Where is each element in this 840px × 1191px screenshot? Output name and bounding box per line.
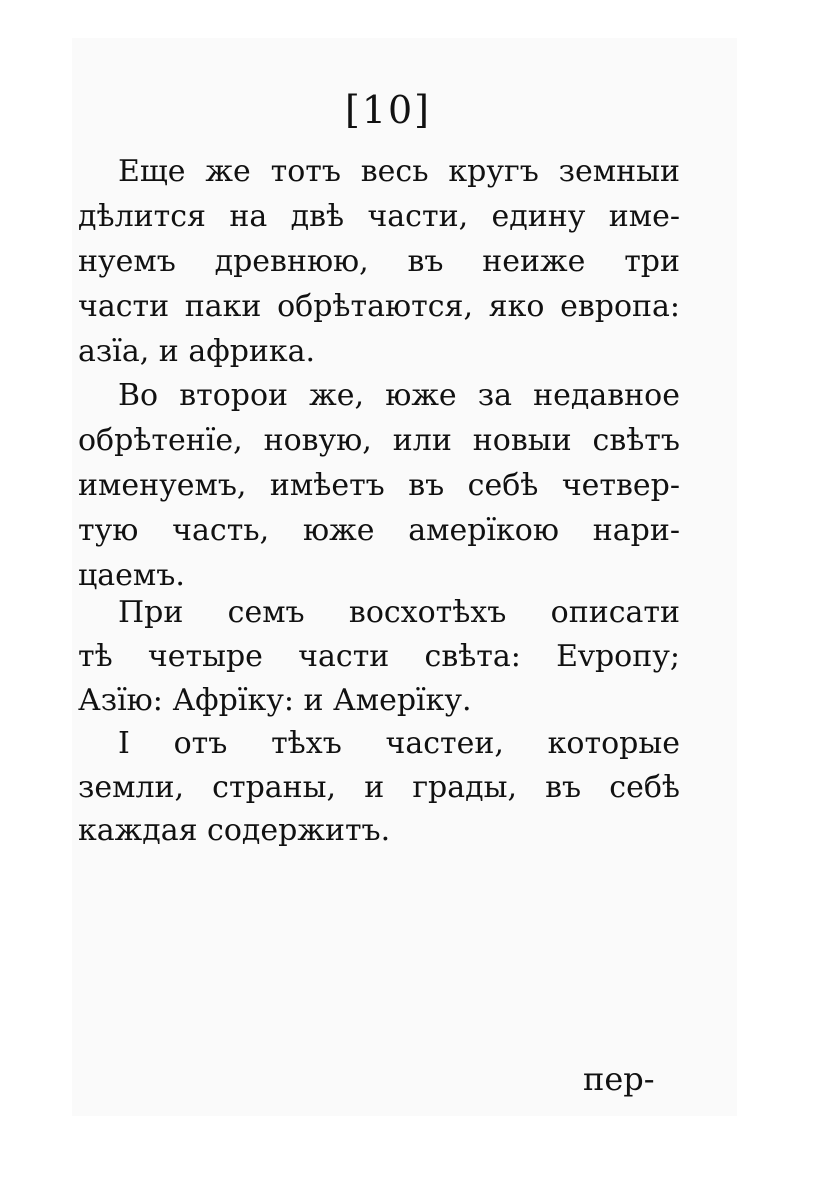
text-line: цаемъ.: [78, 558, 185, 593]
text-line: земли, страны, и грады, въ себѣ: [78, 770, 680, 805]
catchword: пер-: [583, 1060, 655, 1098]
text-line: нуемъ древнюю, въ неиже три: [78, 244, 680, 279]
text-line: тѣ четыре части свѣта: Еvропу;: [78, 639, 680, 674]
text-line: тую часть, юже амерїкою нари-: [78, 513, 680, 548]
text-line: дѣлится на двѣ части, едину име-: [78, 199, 680, 234]
text-line: каждая содержитъ.: [78, 813, 391, 848]
text-line: обрѣтенїе, новую, или новыи свѣтъ: [78, 423, 680, 458]
text-line: именуемъ, имѣетъ въ себѣ четвер-: [78, 468, 680, 503]
text-line: Еще же тотъ весь кругъ земныи: [118, 154, 680, 189]
page-number: [10]: [345, 88, 432, 132]
text-line: І отъ тѣхъ частеи, которые: [118, 726, 680, 761]
text-line: При семъ восхотѣхъ описати: [118, 595, 680, 630]
text-line: Азїю: Афрїку: и Амерїку.: [78, 683, 472, 718]
text-line: азїа, и африка.: [78, 334, 316, 369]
text-line: части паки обрѣтаются, яко европа:: [78, 289, 680, 324]
text-line: Во второи же, юже за недавное: [118, 378, 680, 413]
